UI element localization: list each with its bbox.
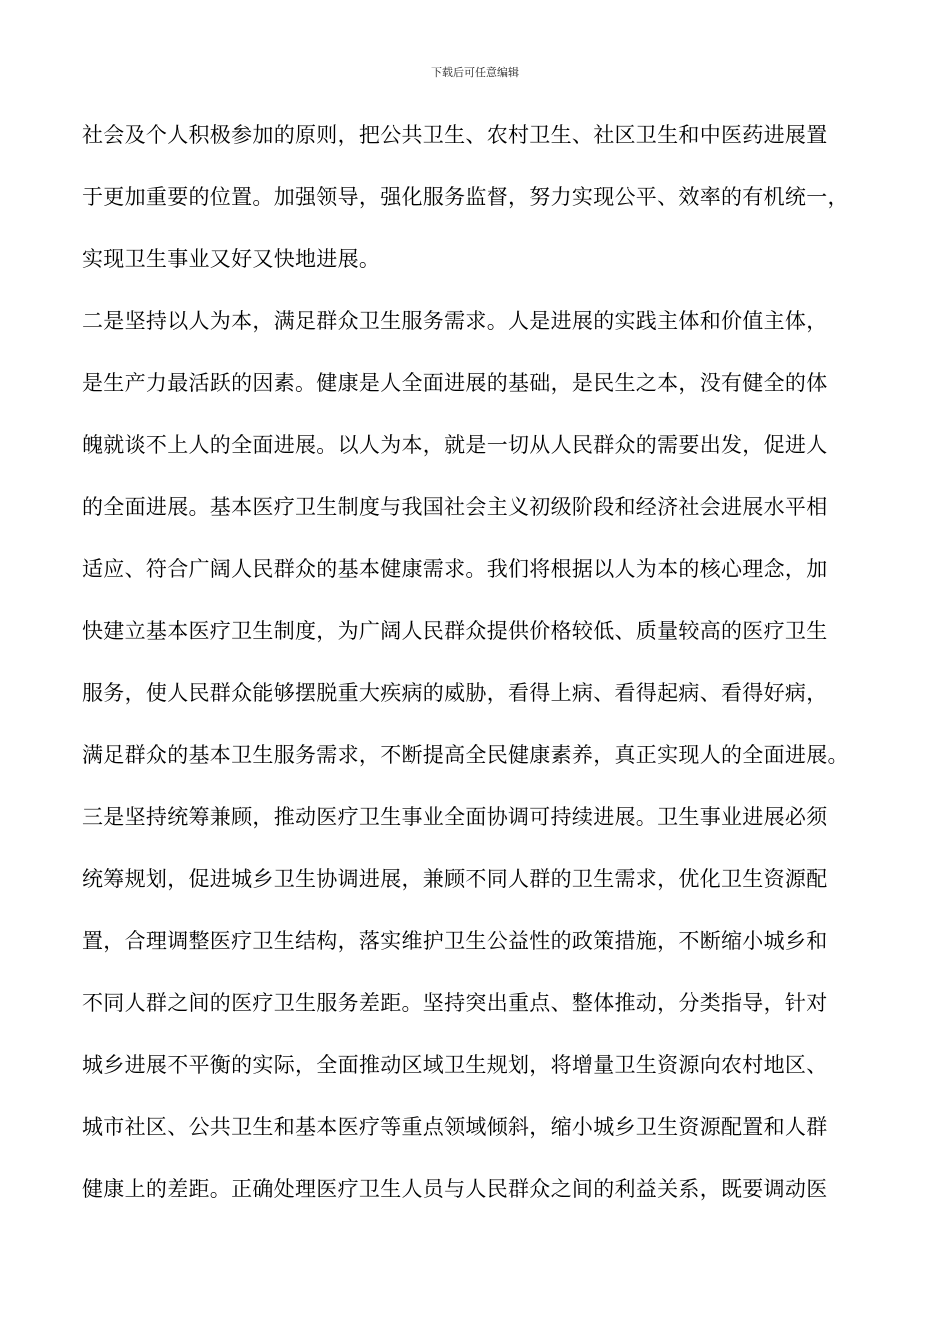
document-body	[82, 120, 882, 1236]
text-line: 魄就谈不上人的全面进展。以人为本，就是一切从人民群众的需要出发，促进人	[82, 433, 828, 457]
text-line: 快建立基本医疗卫生制度，为广阔人民群众提供价格较低、质量较高的医疗卫生	[82, 619, 828, 643]
text-line: 城乡进展不平衡的实际，全面推动区域卫生规划，将增量卫生资源向农村地区、	[82, 1053, 828, 1077]
text-line: 服务，使人民群众能够摆脱重大疾病的威胁，看得上病、看得起病、看得好病，	[82, 681, 828, 705]
text-line: 健康上的差距。正确处理医疗卫生人员与人民群众之间的利益关系，既要调动医	[82, 1177, 828, 1201]
text-line: 不同人群之间的医疗卫生服务差距。坚持突出重点、整体推动，分类指导，针对	[82, 991, 828, 1015]
page-header: 下载后可任意编辑	[431, 66, 519, 79]
text-line: 城市社区、公共卫生和基本医疗等重点领域倾斜，缩小城乡卫生资源配置和人群	[82, 1115, 828, 1139]
text-line: 二是坚持以人为本，满足群众卫生服务需求。人是进展的实践主体和价值主体，	[82, 309, 828, 333]
text-line: 满足群众的基本卫生服务需求，不断提高全民健康素养，真正实现人的全面进展。	[82, 743, 849, 767]
text-line: 统筹规划，促进城乡卫生协调进展，兼顾不同人群的卫生需求，优化卫生资源配	[82, 867, 828, 891]
text-line: 三是坚持统筹兼顾，推动医疗卫生事业全面协调可持续进展。卫生事业进展必须	[82, 805, 828, 829]
text-line: 适应、符合广阔人民群众的基本健康需求。我们将根据以人为本的核心理念，加	[82, 557, 828, 581]
text-line: 实现卫生事业又好又快地进展。	[82, 247, 381, 271]
text-line: 于更加重要的位置。加强领导，强化服务监督，努力实现公平、效率的有机统一，	[82, 185, 849, 209]
text-line: 置，合理调整医疗卫生结构，落实维护卫生公益性的政策措施，不断缩小城乡和	[82, 929, 828, 953]
text-line: 社会及个人积极参加的原则，把公共卫生、农村卫生、社区卫生和中医药进展置	[82, 123, 828, 147]
text-line: 是生产力最活跃的因素。健康是人全面进展的基础，是民生之本，没有健全的体	[82, 371, 828, 395]
text-line: 的全面进展。基本医疗卫生制度与我国社会主义初级阶段和经济社会进展水平相	[82, 495, 828, 519]
